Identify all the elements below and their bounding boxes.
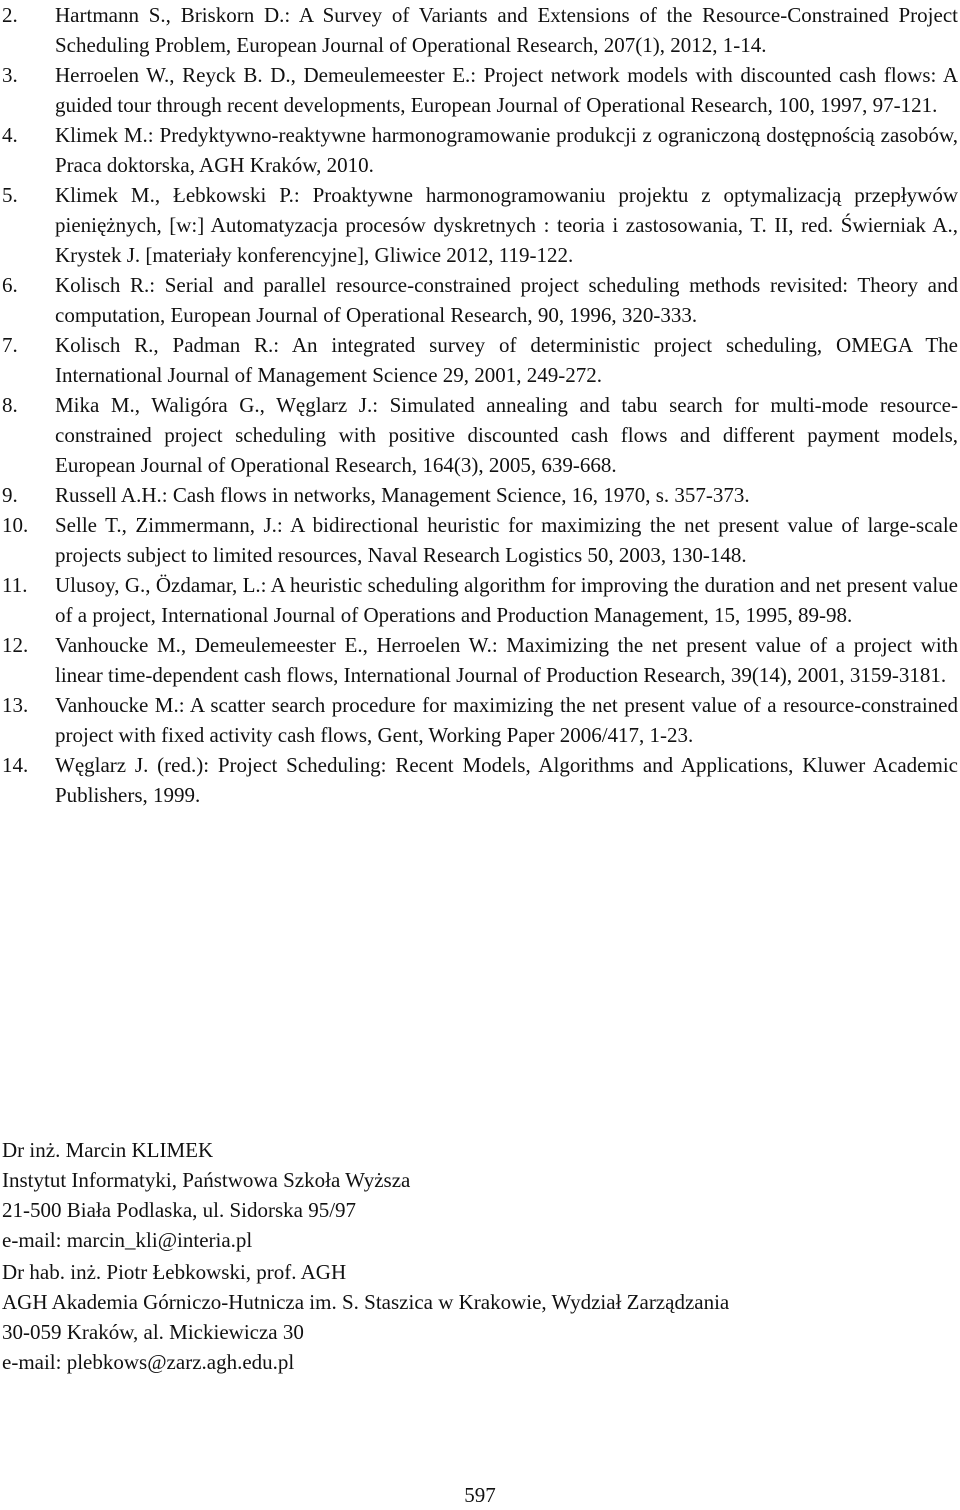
reference-number: 4. bbox=[2, 123, 18, 147]
reference-text: Ulusoy, G., Özdamar, L.: A heuristic scheduling algorithm for improving the duration and net present value of a project, International Journal of Operations and Production Management, 15, 1995, 89-98. bbox=[55, 573, 958, 627]
author-email: e-mail: plebkows@zarz.agh.edu.pl bbox=[2, 1350, 295, 1374]
reference-item bbox=[2, 510, 958, 570]
reference-item bbox=[2, 480, 958, 510]
reference-number: 5. bbox=[2, 183, 18, 207]
reference-text: Kolisch R., Padman R.: An integrated survey of deterministic project scheduling, OMEGA The International Journal of Management Science 29, 2001, 249-272. bbox=[55, 333, 958, 387]
reference-item bbox=[2, 0, 958, 60]
reference-number: 9. bbox=[2, 483, 18, 507]
author-email: e-mail: marcin_kli@interia.pl bbox=[2, 1228, 253, 1252]
reference-text: Mika M., Waligóra G., Węglarz J.: Simulated annealing and tabu search for multi-mode resource-constrained project scheduling with positive discounted cash flows and different payment models, European Journal of Operational Research, 164(3), 2005, 639-668. bbox=[55, 393, 958, 477]
reference-number: 12. bbox=[2, 633, 29, 657]
reference-number: 14. bbox=[2, 753, 29, 777]
reference-text: Herroelen W., Reyck B. D., Demeulemeester E.: Project network models with discounted cash flows: A guided tour through recent developments, European Journal of Operational Research, 100, 1997, 97-121. bbox=[55, 63, 958, 117]
author-affiliation: Instytut Informatyki, Państwowa Szkoła Wyższa bbox=[2, 1168, 411, 1192]
reference-item bbox=[2, 690, 958, 750]
author-name: Dr hab. inż. Piotr Łebkowski, prof. AGH bbox=[2, 1260, 347, 1284]
reference-number: 10. bbox=[2, 513, 29, 537]
page-number: 597 bbox=[464, 1483, 496, 1507]
reference-item bbox=[2, 330, 958, 390]
reference-text: Hartmann S., Briskorn D.: A Survey of Variants and Extensions of the Resource-Constrained Project Scheduling Problem, European Journal of Operational Research, 207(1), 2012, 1-14. bbox=[55, 3, 958, 57]
author-block-1 bbox=[2, 1135, 958, 1255]
reference-text: Russell A.H.: Cash flows in networks, Management Science, 16, 1970, s. 357-373. bbox=[55, 483, 750, 507]
reference-text: Selle T., Zimmermann, J.: A bidirectional heuristic for maximizing the net present value of large-scale projects subject to limited resources, Naval Research Logistics 50, 2003, 130-148. bbox=[55, 513, 958, 567]
reference-item bbox=[2, 570, 958, 630]
author-block-2 bbox=[2, 1257, 958, 1377]
author-address: 21-500 Biała Podlaska, ul. Sidorska 95/97 bbox=[2, 1198, 357, 1222]
author-address: 30-059 Kraków, al. Mickiewicza 30 bbox=[2, 1320, 304, 1344]
reference-item bbox=[2, 390, 958, 480]
reference-text: Klimek M., Łebkowski P.: Proaktywne harmonogramowaniu projektu z optymalizacją przepływów pieniężnych, [w:] Automatyzacja procesów dyskretnych : teoria i zastosowania, T. II, red. Świerniak A., Krystek J. [materiały konferencyjne], Gliwice 2012, 119-122. bbox=[55, 183, 958, 267]
reference-number: 2. bbox=[2, 3, 18, 27]
reference-item bbox=[2, 180, 958, 270]
reference-item bbox=[2, 60, 958, 120]
reference-number: 6. bbox=[2, 273, 18, 297]
reference-number: 11. bbox=[2, 573, 28, 597]
author-affiliation: AGH Akademia Górniczo-Hutnicza im. S. Staszica w Krakowie, Wydział Zarządzania bbox=[2, 1290, 730, 1314]
reference-text: Kolisch R.: Serial and parallel resource-constrained project scheduling methods revisited: Theory and computation, European Journal of Operational Research, 90, 1996, 320-333. bbox=[55, 273, 958, 327]
reference-number: 3. bbox=[2, 63, 18, 87]
reference-text: Vanhoucke M.: A scatter search procedure for maximizing the net present value of a resource-constrained project with fixed activity cash flows, Gent, Working Paper 2006/417, 1-23. bbox=[55, 693, 958, 747]
reference-item bbox=[2, 270, 958, 330]
reference-text: Vanhoucke M., Demeulemeester E., Herroelen W.: Maximizing the net present value of a project with linear time-dependent cash flows, International Journal of Production Research, 39(14), 2001, 3159-3181. bbox=[55, 633, 958, 687]
reference-number: 13. bbox=[2, 693, 29, 717]
reference-number: 7. bbox=[2, 333, 18, 357]
reference-item bbox=[2, 630, 958, 690]
author-name: Dr inż. Marcin KLIMEK bbox=[2, 1138, 214, 1162]
reference-item bbox=[2, 120, 958, 180]
reference-list bbox=[2, 0, 958, 810]
reference-text: Węglarz J. (red.): Project Scheduling: Recent Models, Algorithms and Applications, Kluwer Academic Publishers, 1999. bbox=[55, 753, 958, 807]
reference-text: Klimek M.: Predyktywno-reaktywne harmonogramowanie produkcji z ograniczoną dostępnością zasobów, Praca doktorska, AGH Kraków, 2010. bbox=[55, 123, 958, 177]
reference-number: 8. bbox=[2, 393, 18, 417]
reference-item bbox=[2, 750, 958, 810]
